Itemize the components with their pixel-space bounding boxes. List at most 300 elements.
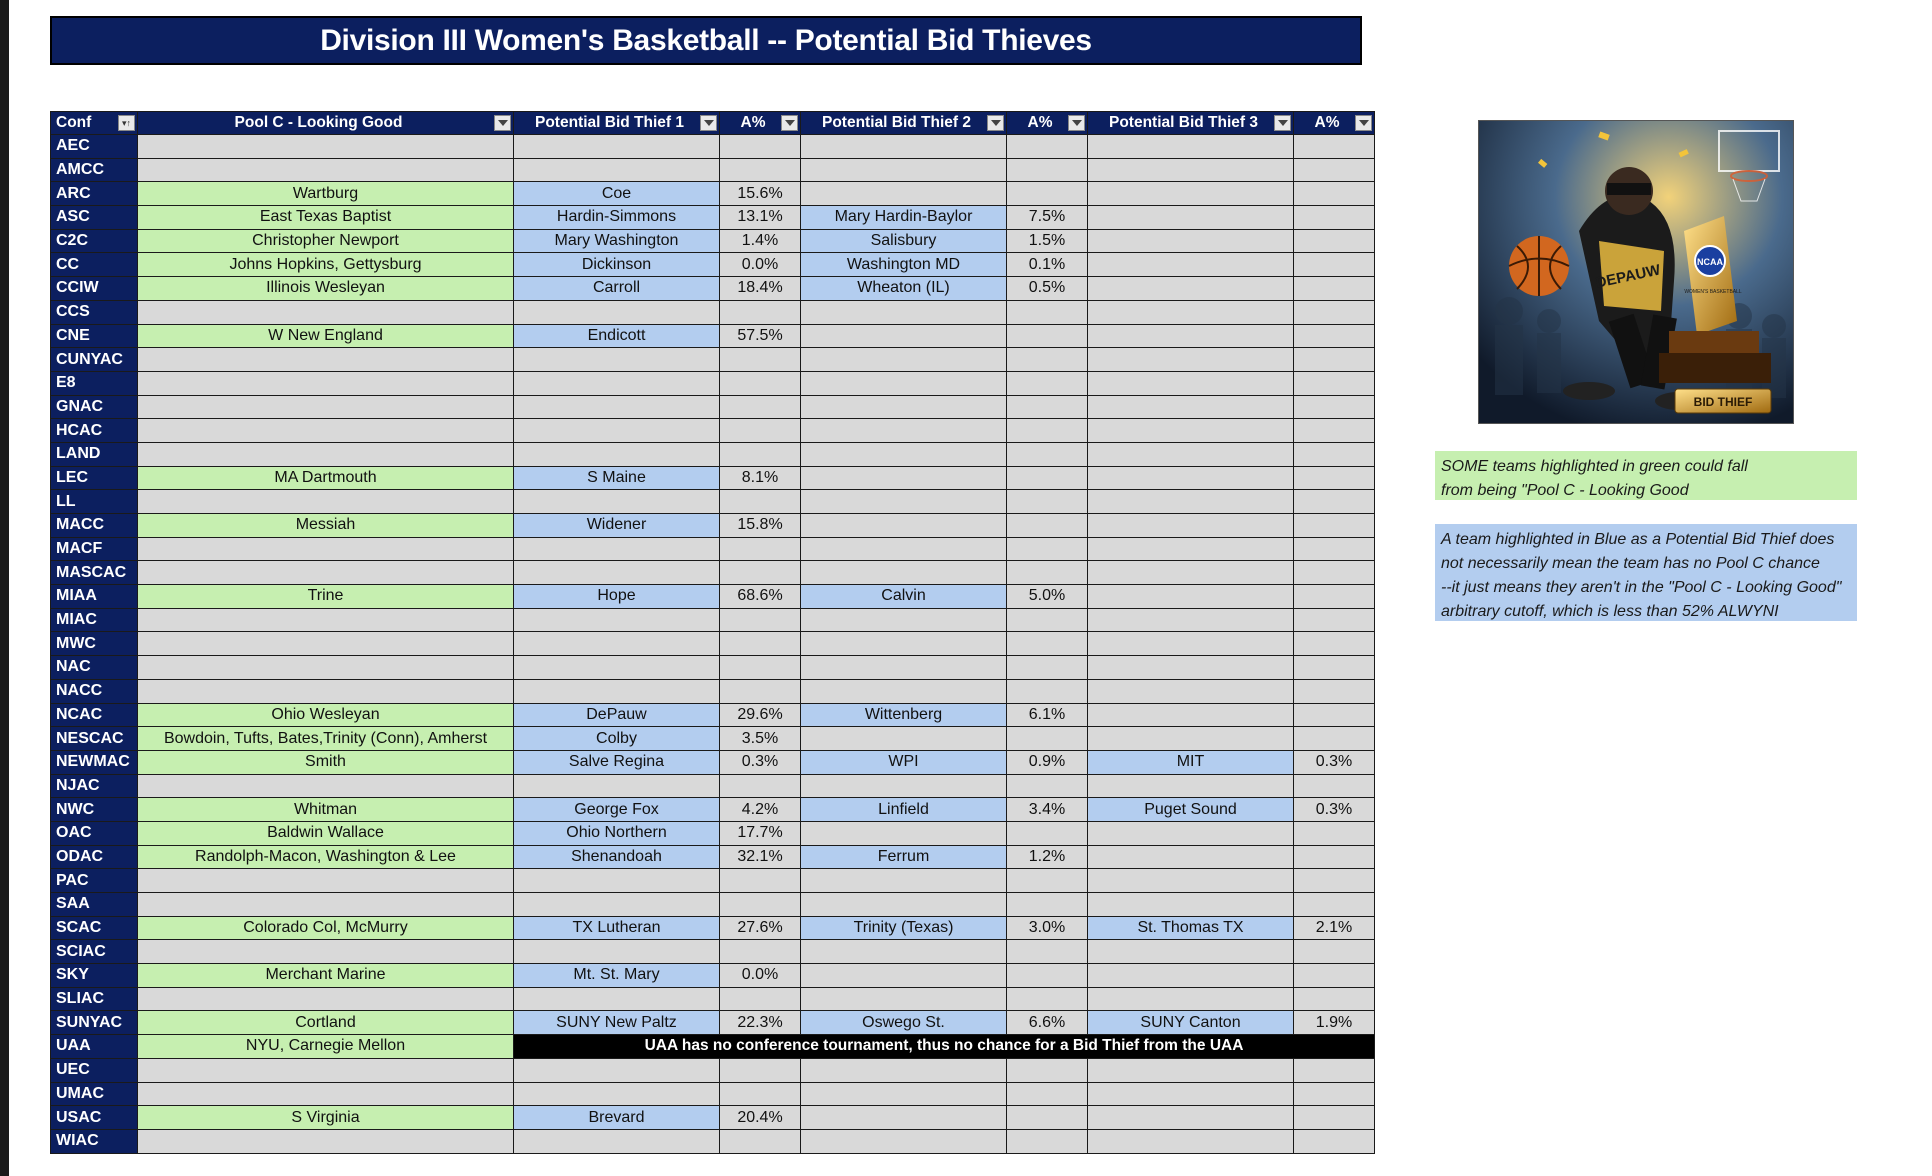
thief-1-cell[interactable] (514, 395, 720, 419)
a3-cell[interactable] (1294, 182, 1375, 206)
thief-2-cell[interactable] (801, 1129, 1007, 1153)
conf-cell[interactable]: MIAC (51, 608, 138, 632)
thief-3-cell[interactable] (1088, 348, 1294, 372)
a1-cell[interactable] (720, 1129, 801, 1153)
a2-cell[interactable] (1007, 987, 1088, 1011)
pool-c-cell[interactable]: Merchant Marine (138, 964, 514, 988)
conf-cell[interactable]: MACC (51, 514, 138, 538)
header-conf[interactable] (51, 112, 138, 135)
conf-cell[interactable]: CCS (51, 300, 138, 324)
a3-cell[interactable] (1294, 1106, 1375, 1130)
filter-dropdown-icon[interactable] (700, 115, 717, 131)
thief-3-cell[interactable] (1088, 869, 1294, 893)
thief-2-cell[interactable] (801, 1082, 1007, 1106)
pool-c-cell[interactable]: Baldwin Wallace (138, 821, 514, 845)
a3-cell[interactable] (1294, 1082, 1375, 1106)
thief-3-cell[interactable] (1088, 679, 1294, 703)
pool-c-cell[interactable]: Smith (138, 750, 514, 774)
thief-1-cell[interactable] (514, 419, 720, 443)
pool-c-cell[interactable]: Whitman (138, 798, 514, 822)
a2-cell[interactable]: 1.2% (1007, 845, 1088, 869)
a1-cell[interactable] (720, 940, 801, 964)
a3-cell[interactable] (1294, 703, 1375, 727)
pool-c-cell[interactable] (138, 348, 514, 372)
conf-cell[interactable]: OAC (51, 821, 138, 845)
thief-3-cell[interactable] (1088, 821, 1294, 845)
a2-cell[interactable] (1007, 1082, 1088, 1106)
conf-cell[interactable]: AEC (51, 135, 138, 159)
thief-1-cell[interactable]: Salve Regina (514, 750, 720, 774)
a1-cell[interactable]: 22.3% (720, 1011, 801, 1035)
pool-c-cell[interactable]: NYU, Carnegie Mellon (138, 1035, 514, 1059)
filter-dropdown-icon[interactable] (1355, 115, 1372, 131)
conf-cell[interactable]: SKY (51, 964, 138, 988)
conf-cell[interactable]: E8 (51, 371, 138, 395)
a1-cell[interactable] (720, 371, 801, 395)
thief-2-cell[interactable] (801, 300, 1007, 324)
thief-2-cell[interactable] (801, 514, 1007, 538)
thief-1-cell[interactable] (514, 300, 720, 324)
a3-cell[interactable] (1294, 135, 1375, 159)
a3-cell[interactable] (1294, 300, 1375, 324)
pool-c-cell[interactable] (138, 1129, 514, 1153)
thief-1-cell[interactable]: TX Lutheran (514, 916, 720, 940)
header-pool-c[interactable] (138, 112, 514, 135)
a3-cell[interactable] (1294, 490, 1375, 514)
thief-3-cell[interactable] (1088, 277, 1294, 301)
thief-3-cell[interactable] (1088, 964, 1294, 988)
thief-2-cell[interactable] (801, 348, 1007, 372)
thief-1-cell[interactable]: Carroll (514, 277, 720, 301)
thief-2-cell[interactable]: Mary Hardin-Baylor (801, 206, 1007, 230)
pool-c-cell[interactable]: MA Dartmouth (138, 466, 514, 490)
thief-2-cell[interactable] (801, 182, 1007, 206)
thief-2-cell[interactable] (801, 608, 1007, 632)
a3-cell[interactable] (1294, 608, 1375, 632)
pool-c-cell[interactable]: S Virginia (138, 1106, 514, 1130)
pool-c-cell[interactable]: Bowdoin, Tufts, Bates,Trinity (Conn), Amherst (138, 727, 514, 751)
pool-c-cell[interactable] (138, 135, 514, 159)
a2-cell[interactable]: 0.9% (1007, 750, 1088, 774)
pool-c-cell[interactable] (138, 656, 514, 680)
conf-cell[interactable]: HCAC (51, 419, 138, 443)
pool-c-cell[interactable] (138, 940, 514, 964)
a3-cell[interactable] (1294, 656, 1375, 680)
thief-1-cell[interactable] (514, 1129, 720, 1153)
pool-c-cell[interactable]: Trine (138, 585, 514, 609)
a2-cell[interactable] (1007, 727, 1088, 751)
a1-cell[interactable]: 0.0% (720, 253, 801, 277)
conf-cell[interactable]: SCIAC (51, 940, 138, 964)
pool-c-cell[interactable]: Randolph-Macon, Washington & Lee (138, 845, 514, 869)
a3-cell[interactable] (1294, 1058, 1375, 1082)
a1-cell[interactable]: 68.6% (720, 585, 801, 609)
thief-3-cell[interactable] (1088, 893, 1294, 917)
a2-cell[interactable] (1007, 324, 1088, 348)
a1-cell[interactable] (720, 1058, 801, 1082)
thief-3-cell[interactable] (1088, 774, 1294, 798)
conf-cell[interactable]: NESCAC (51, 727, 138, 751)
a3-cell[interactable] (1294, 277, 1375, 301)
pool-c-cell[interactable]: Wartburg (138, 182, 514, 206)
a1-cell[interactable]: 20.4% (720, 1106, 801, 1130)
conf-cell[interactable]: C2C (51, 229, 138, 253)
thief-3-cell[interactable] (1088, 514, 1294, 538)
thief-3-cell[interactable] (1088, 182, 1294, 206)
thief-2-cell[interactable] (801, 442, 1007, 466)
filter-dropdown-icon[interactable] (494, 115, 511, 131)
a3-cell[interactable] (1294, 679, 1375, 703)
conf-cell[interactable]: UMAC (51, 1082, 138, 1106)
a2-cell[interactable] (1007, 964, 1088, 988)
a1-cell[interactable] (720, 774, 801, 798)
a3-cell[interactable] (1294, 324, 1375, 348)
thief-1-cell[interactable]: Hardin-Simmons (514, 206, 720, 230)
a2-cell[interactable] (1007, 300, 1088, 324)
thief-2-cell[interactable]: Oswego St. (801, 1011, 1007, 1035)
conf-cell[interactable]: SCAC (51, 916, 138, 940)
a1-cell[interactable] (720, 395, 801, 419)
a3-cell[interactable] (1294, 774, 1375, 798)
conf-cell[interactable]: ARC (51, 182, 138, 206)
thief-2-cell[interactable]: Linfield (801, 798, 1007, 822)
sort-filter-icon[interactable]: ▾↑ (118, 115, 135, 131)
a2-cell[interactable] (1007, 1106, 1088, 1130)
a3-cell[interactable] (1294, 442, 1375, 466)
a2-cell[interactable] (1007, 514, 1088, 538)
a3-cell[interactable] (1294, 632, 1375, 656)
pool-c-cell[interactable] (138, 395, 514, 419)
a2-cell[interactable] (1007, 893, 1088, 917)
a2-cell[interactable]: 6.1% (1007, 703, 1088, 727)
a1-cell[interactable] (720, 348, 801, 372)
a1-cell[interactable]: 1.4% (720, 229, 801, 253)
a1-cell[interactable] (720, 869, 801, 893)
a3-cell[interactable] (1294, 987, 1375, 1011)
a1-cell[interactable] (720, 656, 801, 680)
pool-c-cell[interactable] (138, 561, 514, 585)
conf-cell[interactable]: ODAC (51, 845, 138, 869)
thief-1-cell[interactable]: Shenandoah (514, 845, 720, 869)
conf-cell[interactable]: LEC (51, 466, 138, 490)
pool-c-cell[interactable] (138, 1082, 514, 1106)
thief-3-cell[interactable] (1088, 940, 1294, 964)
thief-2-cell[interactable] (801, 727, 1007, 751)
conf-cell[interactable]: USAC (51, 1106, 138, 1130)
a1-cell[interactable]: 57.5% (720, 324, 801, 348)
thief-2-cell[interactable]: Salisbury (801, 229, 1007, 253)
a3-cell[interactable] (1294, 419, 1375, 443)
a3-cell[interactable] (1294, 821, 1375, 845)
a2-cell[interactable] (1007, 348, 1088, 372)
header-thief-3[interactable] (1088, 112, 1294, 135)
a1-cell[interactable] (720, 300, 801, 324)
thief-2-cell[interactable] (801, 371, 1007, 395)
thief-1-cell[interactable]: SUNY New Paltz (514, 1011, 720, 1035)
thief-3-cell[interactable] (1088, 561, 1294, 585)
conf-cell[interactable]: UEC (51, 1058, 138, 1082)
pool-c-cell[interactable]: Messiah (138, 514, 514, 538)
thief-3-cell[interactable] (1088, 158, 1294, 182)
conf-cell[interactable]: AMCC (51, 158, 138, 182)
conf-cell[interactable]: NEWMAC (51, 750, 138, 774)
thief-1-cell[interactable]: S Maine (514, 466, 720, 490)
thief-2-cell[interactable] (801, 679, 1007, 703)
a1-cell[interactable]: 15.6% (720, 182, 801, 206)
a1-cell[interactable] (720, 490, 801, 514)
a1-cell[interactable] (720, 987, 801, 1011)
thief-2-cell[interactable] (801, 869, 1007, 893)
thief-2-cell[interactable]: Trinity (Texas) (801, 916, 1007, 940)
thief-3-cell[interactable] (1088, 324, 1294, 348)
thief-2-cell[interactable]: Washington MD (801, 253, 1007, 277)
thief-3-cell[interactable] (1088, 490, 1294, 514)
a1-cell[interactable]: 15.8% (720, 514, 801, 538)
pool-c-cell[interactable] (138, 537, 514, 561)
thief-3-cell[interactable] (1088, 206, 1294, 230)
conf-cell[interactable]: NACC (51, 679, 138, 703)
thief-3-cell[interactable] (1088, 229, 1294, 253)
a2-cell[interactable]: 0.1% (1007, 253, 1088, 277)
filter-dropdown-icon[interactable] (1068, 115, 1085, 131)
a2-cell[interactable]: 3.0% (1007, 916, 1088, 940)
a2-cell[interactable] (1007, 940, 1088, 964)
thief-3-cell[interactable] (1088, 727, 1294, 751)
a2-cell[interactable] (1007, 869, 1088, 893)
a1-cell[interactable] (720, 419, 801, 443)
thief-1-cell[interactable] (514, 679, 720, 703)
a2-cell[interactable] (1007, 135, 1088, 159)
a2-cell[interactable]: 3.4% (1007, 798, 1088, 822)
thief-2-cell[interactable] (801, 537, 1007, 561)
thief-3-cell[interactable] (1088, 656, 1294, 680)
a2-cell[interactable] (1007, 442, 1088, 466)
thief-1-cell[interactable] (514, 442, 720, 466)
thief-1-cell[interactable]: George Fox (514, 798, 720, 822)
thief-1-cell[interactable]: Colby (514, 727, 720, 751)
thief-3-cell[interactable] (1088, 703, 1294, 727)
a1-cell[interactable] (720, 561, 801, 585)
a3-cell[interactable] (1294, 371, 1375, 395)
thief-1-cell[interactable]: Mt. St. Mary (514, 964, 720, 988)
thief-1-cell[interactable] (514, 490, 720, 514)
thief-1-cell[interactable]: Hope (514, 585, 720, 609)
thief-2-cell[interactable] (801, 821, 1007, 845)
pool-c-cell[interactable] (138, 608, 514, 632)
thief-1-cell[interactable] (514, 1082, 720, 1106)
thief-3-cell[interactable] (1088, 1129, 1294, 1153)
thief-2-cell[interactable]: WPI (801, 750, 1007, 774)
a1-cell[interactable]: 3.5% (720, 727, 801, 751)
a1-cell[interactable]: 29.6% (720, 703, 801, 727)
thief-3-cell[interactable] (1088, 300, 1294, 324)
pool-c-cell[interactable]: Christopher Newport (138, 229, 514, 253)
a3-cell[interactable]: 0.3% (1294, 798, 1375, 822)
a3-cell[interactable] (1294, 395, 1375, 419)
a2-cell[interactable]: 6.6% (1007, 1011, 1088, 1035)
a3-cell[interactable] (1294, 585, 1375, 609)
a2-cell[interactable] (1007, 608, 1088, 632)
a2-cell[interactable] (1007, 419, 1088, 443)
conf-cell[interactable]: SLIAC (51, 987, 138, 1011)
pool-c-cell[interactable] (138, 490, 514, 514)
thief-1-cell[interactable] (514, 537, 720, 561)
a3-cell[interactable]: 0.3% (1294, 750, 1375, 774)
pool-c-cell[interactable]: Colorado Col, McMurry (138, 916, 514, 940)
pool-c-cell[interactable] (138, 774, 514, 798)
thief-1-cell[interactable] (514, 987, 720, 1011)
pool-c-cell[interactable]: W New England (138, 324, 514, 348)
conf-cell[interactable]: LL (51, 490, 138, 514)
pool-c-cell[interactable] (138, 442, 514, 466)
a2-cell[interactable] (1007, 656, 1088, 680)
conf-cell[interactable]: NCAC (51, 703, 138, 727)
a1-cell[interactable]: 18.4% (720, 277, 801, 301)
a2-cell[interactable] (1007, 371, 1088, 395)
thief-3-cell[interactable]: Puget Sound (1088, 798, 1294, 822)
a3-cell[interactable] (1294, 869, 1375, 893)
conf-cell[interactable]: PAC (51, 869, 138, 893)
a1-cell[interactable]: 8.1% (720, 466, 801, 490)
thief-2-cell[interactable] (801, 1058, 1007, 1082)
a3-cell[interactable]: 2.1% (1294, 916, 1375, 940)
conf-cell[interactable]: CCIW (51, 277, 138, 301)
a2-cell[interactable] (1007, 632, 1088, 656)
thief-3-cell[interactable] (1088, 371, 1294, 395)
a1-cell[interactable] (720, 537, 801, 561)
thief-1-cell[interactable] (514, 893, 720, 917)
thief-3-cell[interactable] (1088, 419, 1294, 443)
a2-cell[interactable]: 5.0% (1007, 585, 1088, 609)
conf-cell[interactable]: CNE (51, 324, 138, 348)
thief-1-cell[interactable]: Ohio Northern (514, 821, 720, 845)
a3-cell[interactable] (1294, 1129, 1375, 1153)
thief-1-cell[interactable] (514, 348, 720, 372)
a3-cell[interactable] (1294, 537, 1375, 561)
a1-cell[interactable] (720, 893, 801, 917)
header-a3[interactable] (1294, 112, 1375, 135)
a2-cell[interactable] (1007, 395, 1088, 419)
conf-cell[interactable]: WIAC (51, 1129, 138, 1153)
a2-cell[interactable] (1007, 561, 1088, 585)
thief-3-cell[interactable] (1088, 845, 1294, 869)
header-a1[interactable] (720, 112, 801, 135)
thief-1-cell[interactable] (514, 135, 720, 159)
a2-cell[interactable]: 0.5% (1007, 277, 1088, 301)
thief-3-cell[interactable] (1088, 442, 1294, 466)
a2-cell[interactable] (1007, 774, 1088, 798)
a2-cell[interactable] (1007, 679, 1088, 703)
thief-2-cell[interactable]: Calvin (801, 585, 1007, 609)
pool-c-cell[interactable] (138, 679, 514, 703)
conf-cell[interactable]: CC (51, 253, 138, 277)
thief-1-cell[interactable]: Mary Washington (514, 229, 720, 253)
thief-3-cell[interactable] (1088, 585, 1294, 609)
a3-cell[interactable] (1294, 348, 1375, 372)
a1-cell[interactable]: 32.1% (720, 845, 801, 869)
conf-cell[interactable]: LAND (51, 442, 138, 466)
thief-1-cell[interactable]: Dickinson (514, 253, 720, 277)
header-thief-1[interactable] (514, 112, 720, 135)
thief-3-cell[interactable] (1088, 987, 1294, 1011)
conf-cell[interactable]: SUNYAC (51, 1011, 138, 1035)
a2-cell[interactable] (1007, 466, 1088, 490)
conf-cell[interactable]: ASC (51, 206, 138, 230)
thief-1-cell[interactable]: DePauw (514, 703, 720, 727)
thief-3-cell[interactable] (1088, 632, 1294, 656)
thief-3-cell[interactable] (1088, 1106, 1294, 1130)
pool-c-cell[interactable] (138, 158, 514, 182)
a1-cell[interactable] (720, 158, 801, 182)
conf-cell[interactable]: NAC (51, 656, 138, 680)
header-thief-2[interactable] (801, 112, 1007, 135)
thief-1-cell[interactable] (514, 774, 720, 798)
a3-cell[interactable] (1294, 964, 1375, 988)
thief-3-cell[interactable] (1088, 135, 1294, 159)
a2-cell[interactable] (1007, 1129, 1088, 1153)
thief-2-cell[interactable]: Wheaton (IL) (801, 277, 1007, 301)
thief-2-cell[interactable] (801, 324, 1007, 348)
conf-cell[interactable]: NJAC (51, 774, 138, 798)
thief-1-cell[interactable] (514, 869, 720, 893)
thief-2-cell[interactable] (801, 490, 1007, 514)
thief-2-cell[interactable] (801, 158, 1007, 182)
a1-cell[interactable] (720, 1082, 801, 1106)
a2-cell[interactable] (1007, 1058, 1088, 1082)
conf-cell[interactable]: CUNYAC (51, 348, 138, 372)
thief-3-cell[interactable] (1088, 466, 1294, 490)
thief-2-cell[interactable] (801, 893, 1007, 917)
conf-cell[interactable]: MASCAC (51, 561, 138, 585)
a1-cell[interactable] (720, 632, 801, 656)
a3-cell[interactable] (1294, 158, 1375, 182)
thief-3-cell[interactable] (1088, 253, 1294, 277)
a2-cell[interactable] (1007, 158, 1088, 182)
thief-2-cell[interactable]: Ferrum (801, 845, 1007, 869)
thief-2-cell[interactable] (801, 561, 1007, 585)
pool-c-cell[interactable]: Ohio Wesleyan (138, 703, 514, 727)
pool-c-cell[interactable] (138, 1058, 514, 1082)
thief-3-cell[interactable] (1088, 395, 1294, 419)
pool-c-cell[interactable]: Cortland (138, 1011, 514, 1035)
thief-1-cell[interactable] (514, 1058, 720, 1082)
a1-cell[interactable]: 17.7% (720, 821, 801, 845)
a3-cell[interactable] (1294, 514, 1375, 538)
a3-cell[interactable] (1294, 253, 1375, 277)
thief-1-cell[interactable] (514, 158, 720, 182)
conf-cell[interactable]: SAA (51, 893, 138, 917)
thief-3-cell[interactable] (1088, 1058, 1294, 1082)
thief-2-cell[interactable] (801, 987, 1007, 1011)
a1-cell[interactable]: 27.6% (720, 916, 801, 940)
a1-cell[interactable] (720, 442, 801, 466)
thief-2-cell[interactable] (801, 632, 1007, 656)
pool-c-cell[interactable] (138, 987, 514, 1011)
thief-2-cell[interactable] (801, 656, 1007, 680)
a3-cell[interactable] (1294, 845, 1375, 869)
conf-cell[interactable]: MWC (51, 632, 138, 656)
thief-2-cell[interactable] (801, 419, 1007, 443)
filter-dropdown-icon[interactable] (1274, 115, 1291, 131)
thief-2-cell[interactable] (801, 774, 1007, 798)
thief-1-cell[interactable]: Endicott (514, 324, 720, 348)
a1-cell[interactable]: 4.2% (720, 798, 801, 822)
thief-2-cell[interactable] (801, 964, 1007, 988)
uaa-note-cell[interactable]: UAA has no conference tournament, thus no chance for a Bid Thief from the UAA (514, 1035, 1375, 1059)
a1-cell[interactable] (720, 135, 801, 159)
thief-2-cell[interactable] (801, 135, 1007, 159)
a3-cell[interactable] (1294, 206, 1375, 230)
